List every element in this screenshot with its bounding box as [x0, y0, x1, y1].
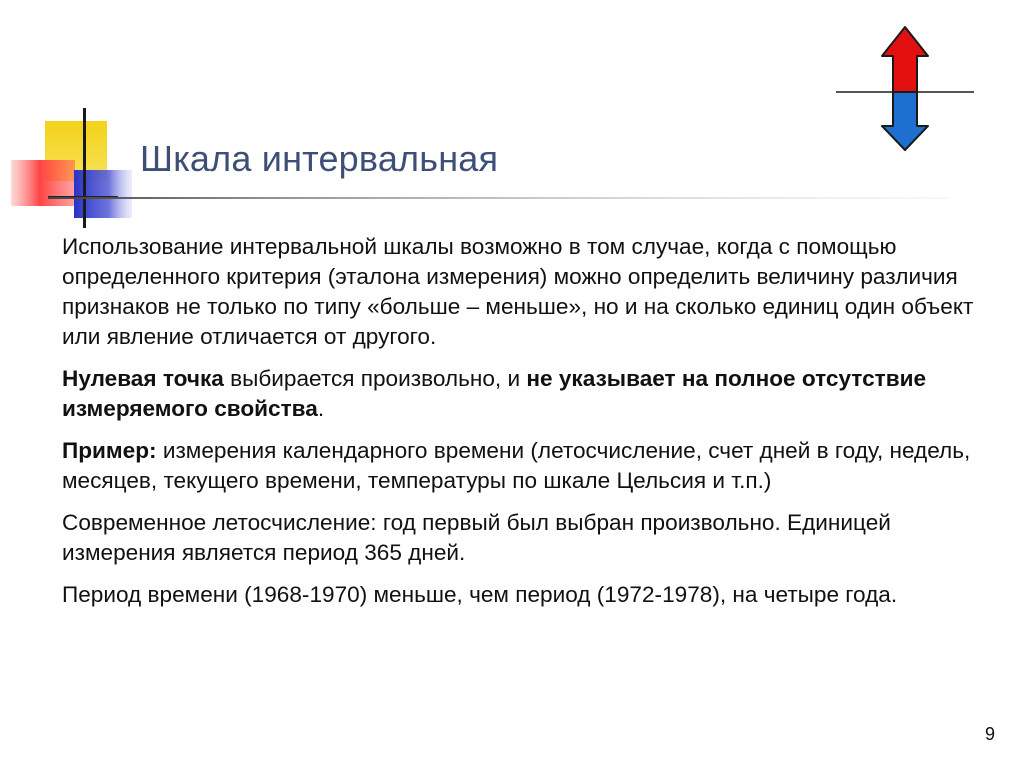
zero-point-text: выбирается произвольно, и: [223, 366, 527, 391]
paragraph-definition: [62, 232, 982, 352]
period-text: Период времени (1968-1970) меньше, чем период (1972-1978), на четыре года.: [62, 582, 898, 607]
slide-body: [62, 232, 982, 622]
zero-point-emphasis: не указывает на полное отсутствие измеряемого свойства: [62, 366, 927, 421]
example-text: измерения календарного времени (летосчисление, счет дней в году, недель, месяцев, текущего времени, температуры по шкале Цельсия и т.п.): [62, 438, 971, 493]
paragraph-calendar: [62, 508, 982, 568]
up-down-arrow-icon: [836, 27, 974, 150]
slide-decoration: [0, 0, 1024, 240]
zero-point-term: Нулевая точка: [62, 366, 224, 391]
zero-point-end: .: [317, 396, 325, 421]
definition-text: Использование интервальной шкалы возможно в том случае, когда с помощью определенного критерия (эталона измерения) можно определить величину различия признаков не только по типу «больше – меньше», но и на сколько единиц один объект или явление отличается от другого.: [62, 234, 974, 349]
page-number: 9: [984, 724, 995, 744]
example-label: Пример:: [62, 438, 157, 463]
paragraph-example: [62, 436, 982, 496]
paragraph-zero-point: [62, 364, 982, 424]
paragraph-period: [62, 580, 982, 610]
calendar-text: Современное летосчисление: год первый был выбран произвольно. Единицей измерения является период 365 дней.: [62, 510, 891, 565]
slide-title: Шкала интервальная: [140, 138, 499, 179]
